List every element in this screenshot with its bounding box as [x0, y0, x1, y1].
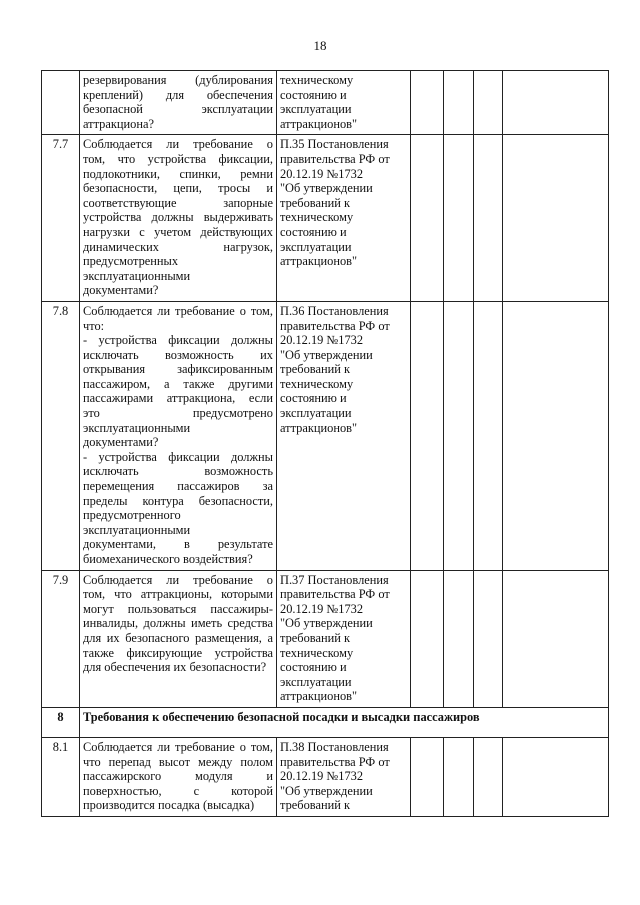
row-number: [42, 71, 80, 135]
text-line: правительства РФ от: [280, 754, 390, 769]
text-line: требований к: [280, 630, 350, 645]
page-number: 18: [313, 38, 327, 53]
text-line: "Об утверждении: [280, 616, 373, 631]
text-line: 20.12.19 №1732: [280, 769, 364, 784]
text-line: техническому: [280, 210, 354, 225]
text-line: документами?: [83, 435, 159, 450]
text-line: техническому: [280, 73, 354, 87]
answer-cell-no[interactable]: [444, 71, 474, 135]
text-line: 20.12.19 №1732: [280, 333, 364, 348]
section-number: 8: [42, 707, 80, 737]
text-line: эксплуатации: [280, 239, 352, 254]
reference-cell: [277, 71, 411, 135]
table-row: [42, 301, 609, 570]
reference-cell: [277, 301, 411, 570]
text-line: пределы контура безопасности,: [83, 493, 273, 508]
reference-cell: [277, 135, 411, 302]
text-line: исключать возможность их: [83, 347, 273, 362]
text-line: безопасной эксплуатации: [83, 102, 273, 117]
text-line: это предусмотрено: [83, 406, 273, 421]
text-line: аттракциона?: [83, 116, 154, 131]
text-line: состоянию и: [280, 660, 347, 675]
notes-cell[interactable]: [503, 301, 609, 570]
text-line: предусмотренного: [83, 508, 181, 523]
notes-cell[interactable]: [503, 135, 609, 302]
text-line: состоянию и: [280, 224, 347, 239]
answer-cell-yes[interactable]: [411, 301, 444, 570]
text-line: техническому: [280, 376, 354, 391]
text-line: для их безопасного размещения, а: [83, 630, 273, 645]
text-line: Соблюдается ли требование о том,: [83, 739, 273, 754]
text-line: П.37 Постановления: [280, 572, 389, 587]
text-line: креплений) для обеспечения: [83, 87, 273, 102]
section-row: [42, 707, 609, 737]
question-cell: [80, 737, 277, 816]
text-line: документами, в результате: [83, 537, 273, 552]
table-row: [42, 570, 609, 707]
text-line: пассажирского модуля и: [83, 769, 273, 784]
text-line: состоянию и: [280, 87, 347, 102]
text-line: техническому: [280, 645, 354, 660]
text-line: производится посадка (высадка): [83, 798, 255, 813]
text-line: требований к: [280, 362, 350, 377]
answer-cell-na[interactable]: [474, 135, 503, 302]
row-number: 7.9: [42, 570, 80, 707]
text-line: аттракционов": [280, 116, 358, 131]
answer-cell-yes[interactable]: [411, 135, 444, 302]
text-line: Соблюдается ли требование о том,: [83, 303, 273, 318]
text-line: безопасности, цепи, тросы и: [83, 181, 273, 196]
text-line: требований к: [280, 798, 350, 813]
text-line: аттракционов": [280, 420, 358, 435]
answer-cell-na[interactable]: [474, 737, 503, 816]
text-line: аттракционов": [280, 689, 358, 704]
checklist-table: [41, 70, 609, 817]
question-cell: [80, 570, 277, 707]
notes-cell[interactable]: [503, 737, 609, 816]
answer-cell-no[interactable]: [444, 135, 474, 302]
text-line: аттракционов": [280, 254, 358, 269]
question-cell: [80, 301, 277, 570]
row-number: 7.8: [42, 301, 80, 570]
notes-cell[interactable]: [503, 570, 609, 707]
text-line: эксплуатационными: [83, 522, 191, 537]
text-line: - устройства фиксации должны: [83, 449, 273, 464]
text-line: устройства должны выдерживать: [83, 210, 273, 225]
text-line: для обеспечения их безопасности?: [83, 660, 267, 675]
text-line: состоянию и: [280, 391, 347, 406]
answer-cell-no[interactable]: [444, 301, 474, 570]
reference-cell: [277, 737, 411, 816]
text-line: могут пользоваться пассажиры-: [83, 601, 273, 616]
text-line: эксплуатационными: [83, 268, 191, 283]
text-line: документами?: [83, 283, 159, 298]
text-line: требований к: [280, 195, 350, 210]
text-line: "Об утверждении: [280, 181, 373, 196]
answer-cell-yes[interactable]: [411, 737, 444, 816]
text-line: открывания зафиксированным: [83, 362, 273, 377]
question-cell: [80, 135, 277, 302]
text-line: что:: [83, 318, 105, 333]
text-line: эксплуатации: [280, 406, 352, 421]
answer-cell-yes[interactable]: [411, 71, 444, 135]
text-line: том, что устройства фиксации,: [83, 151, 273, 166]
text-line: - устройства фиксации должны: [83, 333, 273, 348]
answer-cell-yes[interactable]: [411, 570, 444, 707]
text-line: П.36 Постановления: [280, 303, 389, 318]
text-line: подлокотники, спинки, ремни: [83, 166, 273, 181]
text-line: предусмотренных: [83, 254, 179, 269]
text-line: нагрузки с учетом действующих: [83, 224, 273, 239]
text-line: Соблюдается ли требование о: [83, 137, 273, 152]
notes-cell[interactable]: [503, 71, 609, 135]
text-line: биомеханического воздействия?: [83, 552, 253, 566]
text-line: эксплуатации: [280, 102, 352, 117]
text-line: "Об утверждении: [280, 783, 373, 798]
text-line: поверхностью, с которой: [83, 783, 273, 798]
answer-cell-no[interactable]: [444, 570, 474, 707]
table-row: [42, 737, 609, 816]
text-line: эксплуатации: [280, 674, 352, 689]
answer-cell-na[interactable]: [474, 71, 503, 135]
table-row: [42, 71, 609, 135]
text-line: также фиксирующие устройства: [83, 645, 273, 660]
text-line: что перепад высот между полом: [83, 754, 273, 769]
text-line: "Об утверждении: [280, 347, 373, 362]
reference-cell: [277, 570, 411, 707]
text-line: резервирования (дублирования: [83, 73, 273, 87]
text-line: 20.12.19 №1732: [280, 601, 364, 616]
text-line: перемещения пассажиров за: [83, 479, 273, 494]
row-number: 8.1: [42, 737, 80, 816]
text-line: П.35 Постановления: [280, 137, 389, 152]
text-line: инвалиды, должны иметь средства: [83, 616, 273, 631]
text-line: пассажиром, а также другими: [83, 376, 273, 391]
answer-cell-na[interactable]: [474, 570, 503, 707]
text-line: пассажирами аттракциона, если: [83, 391, 273, 406]
row-number: 7.7: [42, 135, 80, 302]
text-line: 20.12.19 №1732: [280, 166, 364, 181]
answer-cell-na[interactable]: [474, 301, 503, 570]
text-line: исключать возможность: [83, 464, 273, 479]
text-line: динамических нагрузок,: [83, 239, 273, 254]
text-line: правительства РФ от: [280, 151, 390, 166]
text-line: эксплуатационными: [83, 420, 191, 435]
text-line: том, что аттракционы, которыми: [83, 587, 273, 602]
table-row: [42, 135, 609, 302]
text-line: Соблюдается ли требование о: [83, 572, 273, 587]
text-line: П.38 Постановления: [280, 739, 389, 754]
text-line: правительства РФ от: [280, 318, 390, 333]
text-line: правительства РФ от: [280, 587, 390, 602]
answer-cell-no[interactable]: [444, 737, 474, 816]
question-cell: [80, 71, 277, 135]
section-title: Требования к обеспечению безопасной посадки и высадки пассажиров: [80, 707, 609, 737]
text-line: соответствующие запорные: [83, 195, 273, 210]
